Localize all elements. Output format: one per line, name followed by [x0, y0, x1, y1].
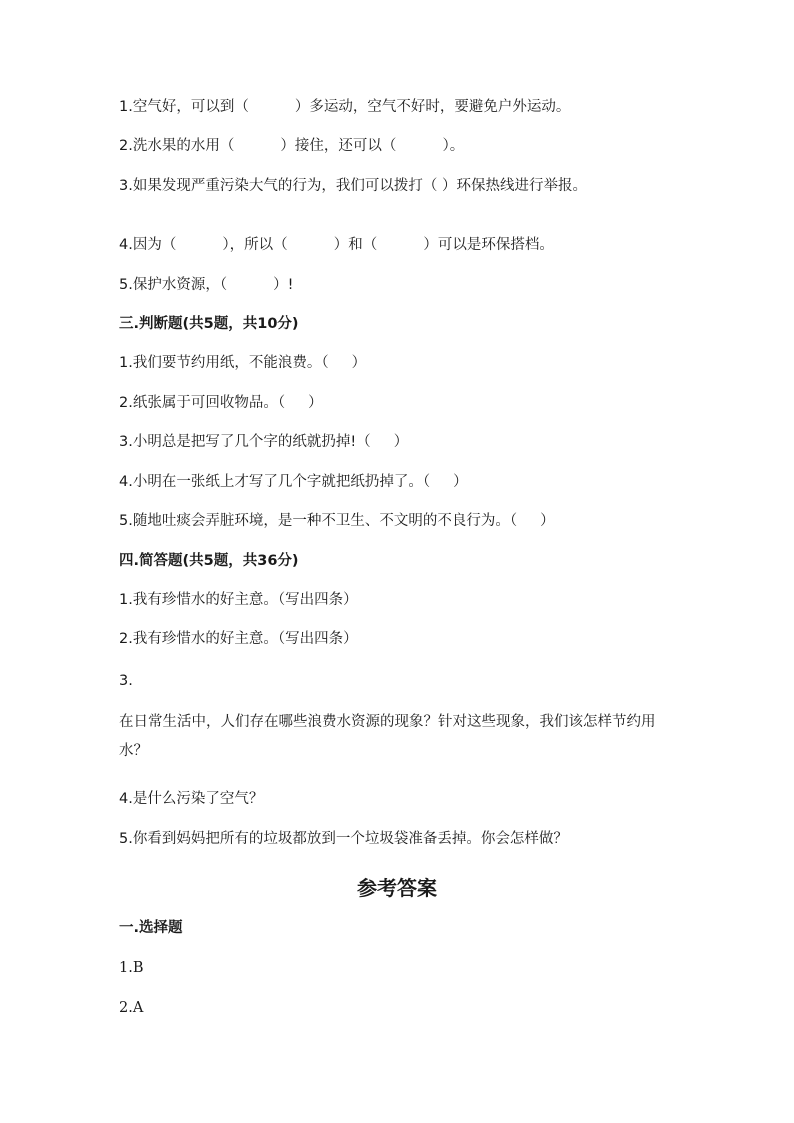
short-answer-item-5: 5.你看到妈妈把所有的垃圾都放到一个垃圾袋准备丢掉。你会怎样做？ [119, 831, 568, 847]
fill-blank-item-3: 3.如果发现严重污染大气的行为，我们可以拨打（ ）环保热线进行举报。 [119, 178, 587, 194]
short-answer-item-2: 2.我有珍惜水的好主意。（写出四条） [119, 631, 358, 647]
short-answer-item-3-text: 在日常生活中，人们存在哪些浪费水资源的现象？针对这些现象，我们该怎样节约用水？ [119, 714, 656, 759]
fill-blank-item-4: 4.因为（ ），所以（ ）和（ ）可以是环保搭档。 [119, 237, 554, 253]
answer-item-2: 2.A [119, 1000, 144, 1016]
judge-item-3: 3.小明总是把写了几个字的纸就扔掉!（ ） [119, 434, 409, 450]
short-answer-section-heading: 四.简答题(共5题，共36分) [119, 553, 299, 569]
judge-item-5: 5.随地吐痰会弄脏环境，是一种不卫生、不文明的不良行为。（ ） [119, 513, 555, 529]
fill-blank-item-5: 5.保护水资源，（ ）! [119, 277, 294, 293]
judge-item-4: 4.小明在一张纸上才写了几个字就把纸扔掉了。（ ） [119, 474, 468, 490]
judge-item-2: 2.纸张属于可回收物品。（ ） [119, 395, 323, 411]
answer-item-1: 1.B [119, 960, 144, 976]
answers-section-heading: 一.选择题 [119, 920, 183, 936]
fill-blank-item-1: 1.空气好，可以到（ ）多运动，空气不好时，要避免户外运动。 [119, 99, 571, 115]
short-answer-item-1: 1.我有珍惜水的好主意。（写出四条） [119, 592, 358, 608]
short-answer-item-3-number: 3. [119, 673, 133, 689]
fill-blank-item-2: 2.洗水果的水用（ ）接住，还可以（ ）。 [119, 138, 465, 154]
answers-title: 参考答案 [357, 876, 437, 900]
judge-section-heading: 三.判断题(共5题，共10分) [119, 316, 299, 332]
short-answer-item-4: 4.是什么污染了空气？ [119, 791, 264, 807]
judge-item-1: 1.我们要节约用纸，不能浪费。（ ） [119, 355, 367, 371]
